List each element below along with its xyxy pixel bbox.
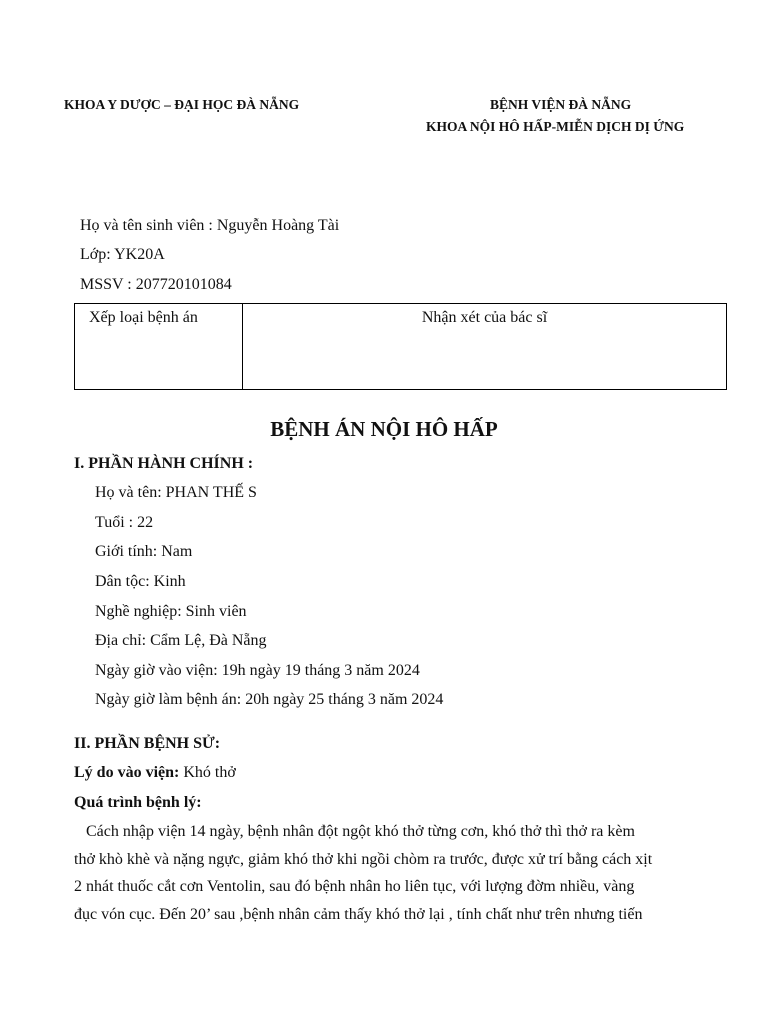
history-line-4: đục vón cục. Đến 20’ sau ,bệnh nhân cảm thấy khó thở lại , tính chất như trên nhưng tiến — [74, 906, 643, 923]
header-left: KHOA Y DƯỢC – ĐẠI HỌC ĐÀ NẴNG — [64, 97, 300, 112]
student-id: MSSV : 207720101084 — [80, 276, 232, 293]
grading-table — [74, 303, 727, 390]
patient-name: Họ và tên: PHAN THẾ S — [95, 484, 257, 501]
patient-age: Tuổi : 22 — [95, 514, 154, 531]
section2-heading: II. PHẦN BỆNH SỬ: — [74, 735, 221, 752]
history-line-2: thở khò khè và nặng ngực, giảm khó thở khi ngồi chòm ra trước, được xử trí bằng cách xịt — [74, 851, 653, 868]
history-line-1: Cách nhập viện 14 ngày, bệnh nhân đột ngột khó thở từng cơn, khó thở thì thở ra kèm — [86, 823, 635, 840]
header-department: KHOA NỘI HÔ HẤP-MIỄN DỊCH DỊ ỨNG — [426, 119, 685, 134]
patient-address: Địa chỉ: Cẩm Lệ, Đà Nẵng — [95, 632, 267, 649]
student-class: Lớp: YK20A — [80, 246, 165, 263]
student-name: Họ và tên sinh viên : Nguyễn Hoàng Tài — [80, 217, 340, 234]
admission-reason — [74, 764, 236, 782]
grading-col-comments: Nhận xét của bác sĩ — [421, 309, 548, 326]
admission-reason-value: Khó thở — [179, 764, 236, 781]
history-line-3: 2 nhát thuốc cắt cơn Ventolin, sau đó bệnh nhân ho liên tục, với lượng đờm nhiều, vàng — [74, 878, 635, 895]
section1-heading: I. PHẦN HÀNH CHÍNH : — [74, 455, 254, 472]
record-datetime: Ngày giờ làm bệnh án: 20h ngày 25 tháng 3 năm 2024 — [95, 691, 444, 708]
admission-datetime: Ngày giờ vào viện: 19h ngày 19 tháng 3 năm 2024 — [95, 662, 420, 679]
page-title: BỆNH ÁN NỘI HÔ HẤP — [270, 417, 498, 441]
history-label: Quá trình bệnh lý: — [74, 794, 202, 811]
grading-col-rating: Xếp loại bệnh án — [75, 304, 243, 389]
header-hospital: BỆNH VIỆN ĐÀ NẴNG — [490, 97, 632, 112]
admission-reason-label: Lý do vào viện: — [74, 764, 180, 781]
patient-gender: Giới tính: Nam — [95, 543, 193, 560]
patient-ethnicity: Dân tộc: Kinh — [95, 573, 186, 590]
patient-occupation: Nghề nghiệp: Sinh viên — [95, 603, 247, 620]
